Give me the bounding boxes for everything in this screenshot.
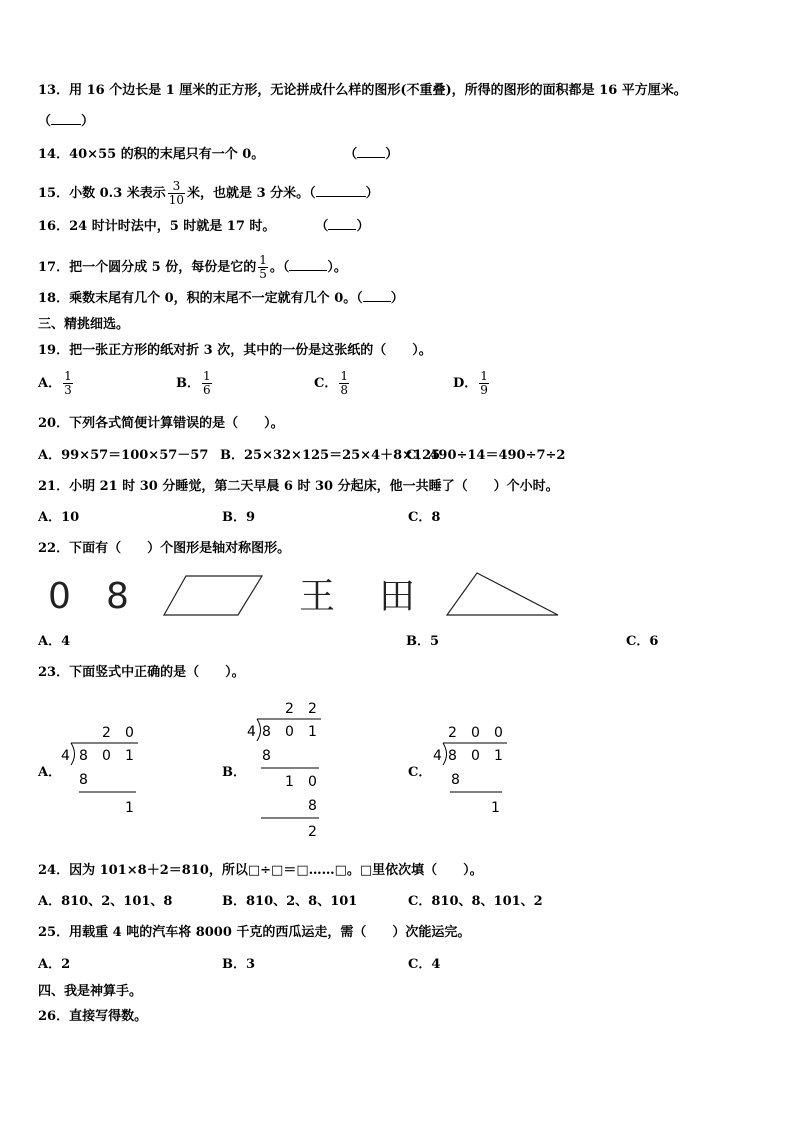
option-a[interactable] [38,370,75,397]
quotient-digit: 2 [448,725,457,741]
long-division-c [430,722,520,817]
remainder: 2 [308,824,317,840]
subtrahend: 8 [308,798,317,814]
quotient-digit: 2 [102,725,111,741]
option-a[interactable]: A．10 [38,510,80,525]
option-a[interactable]: A．2 [38,957,71,972]
option-a[interactable]: A．810、2、101、8 [38,894,173,909]
remainder: 1 [125,800,134,816]
option-a[interactable]: A．4 [38,634,71,649]
section-3-heading: 三、精挑细选。 [38,317,130,332]
fraction-numerator: 1 [64,369,72,383]
quotient-digit: 0 [125,725,134,741]
paren-open: （ [315,219,329,234]
dividend-digit: 0 [285,724,294,740]
dividend-digit: 1 [308,724,317,740]
option-label: C． [314,376,338,391]
answer-blank[interactable] [289,258,327,271]
fraction-denominator: 8 [340,383,348,397]
question-18 [38,289,404,308]
quotient-digit: 2 [285,701,294,717]
dividend-digit: 0 [102,748,111,764]
question-15-pre: 15．小数 0.3 米表示 [38,186,166,201]
fraction-denominator: 3 [64,383,72,397]
long-division-a [58,722,148,817]
fraction [168,180,185,207]
dividend-digit: 8 [262,724,271,740]
question-23: 23．下面竖式中正确的是（ ）。 [38,665,245,680]
fraction-denominator: 10 [168,193,185,207]
paren-close: ） [356,219,370,234]
question-15-post: 米，也就是 3 分米。（ [187,186,316,201]
question-22: 22．下面有（ ）个图形是轴对称图形。 [38,541,291,556]
paren-close: ） [390,291,404,306]
answer-blank[interactable] [363,289,391,302]
question-21: 21．小明 21 时 30 分睡觉，第二天早晨 6 时 30 分起床，他一共睡了（ ）个小时。 [38,479,559,494]
long-division-b [244,698,334,843]
fraction [63,370,73,397]
fraction-numerator: 1 [480,369,488,383]
option-a-label[interactable]: A． [38,765,62,780]
question-26: 26．直接写得数。 [38,1009,148,1024]
fraction-numerator: 1 [340,369,348,383]
question-16 [38,217,369,236]
divisor: 4 [247,724,256,740]
dividend-digit: 0 [471,748,480,764]
fraction [339,370,349,397]
quotient-digit: 0 [471,725,480,741]
option-c[interactable]: C．490÷14＝490÷7÷2 [406,448,566,463]
question-16-text: 16．24 时计时法中，5 时就是 17 时。 [38,219,276,234]
dividend-digit: 8 [79,748,88,764]
question-15 [38,180,379,207]
dividend-digit: 8 [448,748,457,764]
paren-close: ）。 [327,260,347,275]
remainder: 1 [491,800,500,816]
option-c[interactable] [314,370,351,397]
option-c[interactable]: C．810、8、101、2 [408,894,543,909]
fraction [258,254,268,281]
quotient-digit: 0 [494,725,503,741]
question-25: 25．用载重 4 吨的汽车将 8000 千克的西瓜运走，需（ ）次能运完。 [38,925,471,940]
paren-open: （ [38,114,52,129]
question-20: 20．下列各式简便计算错误的是（ ）。 [38,416,284,431]
option-c[interactable]: C．6 [626,634,659,649]
divisor: 4 [433,748,442,764]
dividend-digit: 1 [125,748,134,764]
option-c[interactable]: C．8 [408,510,441,525]
option-label: D． [453,376,478,391]
dividend-digit: 1 [494,748,503,764]
fraction-denominator: 9 [480,383,488,397]
fraction-numerator: 1 [203,369,211,383]
subtrahend: 8 [262,748,271,764]
figure-character-wang: 王 [299,576,336,617]
paren-close: ） [385,147,399,162]
option-b[interactable] [176,370,214,397]
question-14-text: 14．40×55 的积的末尾只有一个 0。 [38,147,265,162]
option-b[interactable]: B．5 [406,634,440,649]
answer-blank[interactable] [357,145,385,158]
option-b[interactable]: B．9 [222,510,256,525]
question-14 [38,145,398,164]
paren-close: ） [81,114,95,129]
subtrahend: 8 [79,772,88,788]
option-label: A． [38,376,62,391]
partial-dividend-digit: 1 [285,774,294,790]
question-18-text: 18．乘数末尾有几个 0，积的末尾不一定就有几个 0。（ [38,291,363,306]
option-d[interactable] [453,370,491,397]
option-b[interactable]: B．25×32×125＝25×4＋8×125 [220,448,441,463]
question-17-post: 。（ [269,260,290,275]
fraction [202,370,212,397]
figure-digit-zero: 0 [48,576,71,617]
quotient-digit: 2 [308,701,317,717]
answer-blank[interactable] [328,217,356,230]
option-c-label[interactable]: C． [408,765,432,780]
figure-parallelogram [162,574,264,618]
question-19: 19．把一张正方形的纸对折 3 次，其中的一份是这张纸的（ ）。 [38,343,432,358]
question-13-answer-blank[interactable] [38,112,94,131]
fraction-numerator: 1 [259,253,267,267]
fraction-numerator: 3 [172,179,181,193]
fraction-denominator: 6 [203,383,211,397]
figure-digit-eight: 8 [106,576,129,617]
figure-character-tian: 田 [379,576,416,617]
partial-dividend-digit: 0 [308,774,317,790]
question-24: 24．因为 101×8＋2＝810，所以□÷□＝□……□。□里依次填（ ）。 [38,863,483,878]
question-17-pre: 17．把一个圆分成 5 份，每份是它的 [38,260,257,275]
figure-triangle [444,570,562,618]
subtrahend: 8 [451,772,460,788]
fraction [479,370,489,397]
question-17 [38,254,347,281]
option-b-label[interactable]: B． [222,765,246,780]
paren-open: （ [344,147,358,162]
answer-blank[interactable] [51,112,81,125]
question-13-line1: 13．用 16 个边长是 1 厘米的正方形，无论拼成什么样的图形(不重叠)，所得的图形的面积都是 16 平方厘米。 [38,83,687,98]
paren-close: ） [365,186,379,201]
option-b[interactable]: B．810、2、8、101 [222,894,358,909]
answer-blank[interactable] [316,184,366,197]
fraction-denominator: 5 [259,267,267,281]
section-4-heading: 四、我是神算手。 [38,984,143,999]
option-c[interactable]: C．4 [408,957,441,972]
option-b[interactable]: B．3 [222,957,256,972]
option-a[interactable]: A．99×57＝100×57－57 [38,448,209,463]
divisor: 4 [61,748,70,764]
option-label: B． [176,376,200,391]
